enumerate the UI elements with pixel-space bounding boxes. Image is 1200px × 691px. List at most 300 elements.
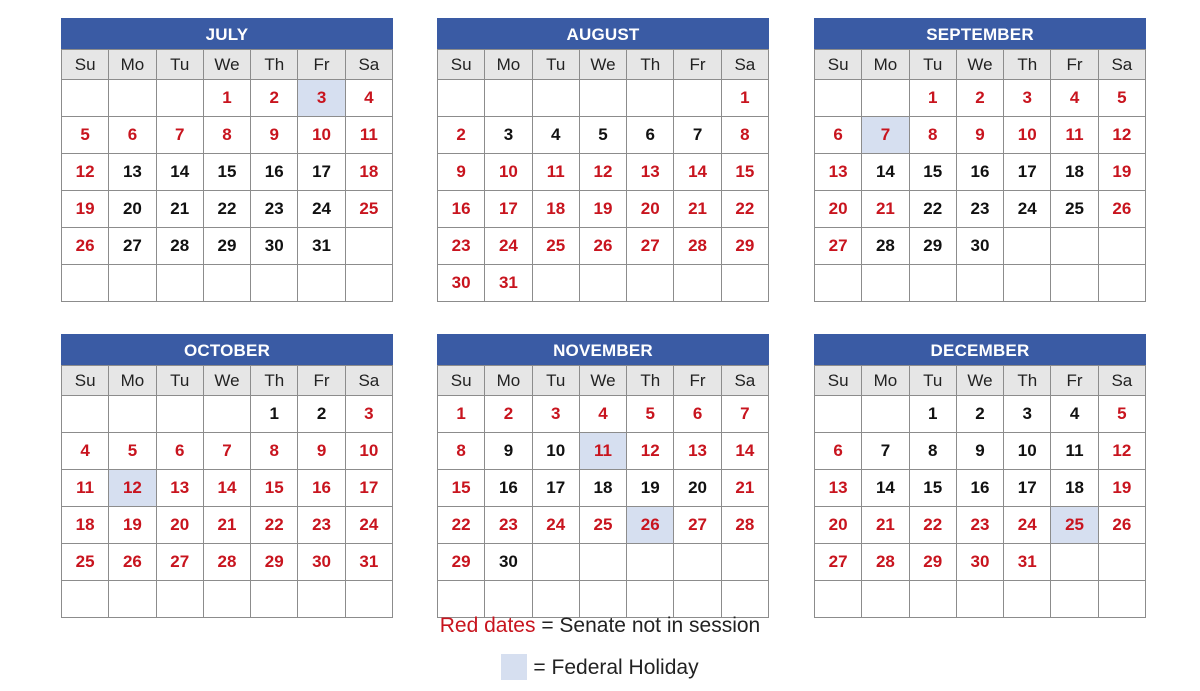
day-cell: 27 [674, 507, 721, 544]
week-row [62, 117, 393, 154]
empty-cell [956, 581, 1003, 618]
day-cell: 30 [485, 544, 532, 581]
empty-cell [203, 265, 250, 302]
day-cell: 15 [909, 154, 956, 191]
day-cell: 24 [298, 191, 345, 228]
day-cell: 15 [721, 154, 768, 191]
day-cell: 29 [721, 228, 768, 265]
day-cell: 23 [956, 191, 1003, 228]
day-cell: 31 [345, 544, 392, 581]
weekday-label: Th [251, 50, 298, 80]
day-cell: 25 [345, 191, 392, 228]
day-cell: 26 [62, 228, 109, 265]
day-cell: 24 [345, 507, 392, 544]
day-cell: 26 [579, 228, 626, 265]
week-row [438, 581, 769, 618]
weekday-label: Su [815, 50, 862, 80]
empty-cell [674, 544, 721, 581]
empty-cell [109, 581, 156, 618]
day-cell: 6 [156, 433, 203, 470]
day-cell: 19 [579, 191, 626, 228]
day-cell: 20 [815, 507, 862, 544]
week-row [62, 80, 393, 117]
legend-red-label: Red dates [439, 614, 536, 637]
month-grid [61, 49, 393, 302]
day-cell: 27 [109, 228, 156, 265]
day-cell: 22 [909, 191, 956, 228]
weekday-header-row [815, 50, 1146, 80]
day-cell: 1 [909, 396, 956, 433]
day-cell: 20 [674, 470, 721, 507]
week-row [438, 117, 769, 154]
day-cell: 19 [1098, 470, 1145, 507]
week-row [62, 433, 393, 470]
day-cell: 3 [298, 80, 345, 117]
empty-cell [721, 581, 768, 618]
empty-cell [1051, 265, 1098, 302]
empty-cell [345, 265, 392, 302]
weekday-label: Mo [862, 366, 909, 396]
empty-cell [909, 265, 956, 302]
day-cell: 16 [251, 154, 298, 191]
day-cell: 30 [438, 265, 485, 302]
month-title: DECEMBER [814, 334, 1146, 365]
day-cell: 11 [532, 154, 579, 191]
day-cell: 25 [62, 544, 109, 581]
day-cell: 21 [862, 507, 909, 544]
day-cell: 5 [109, 433, 156, 470]
empty-cell [627, 80, 674, 117]
day-cell: 18 [1051, 154, 1098, 191]
weekday-label: Sa [345, 366, 392, 396]
day-cell: 19 [62, 191, 109, 228]
week-row [62, 581, 393, 618]
day-cell: 4 [1051, 80, 1098, 117]
day-cell: 6 [109, 117, 156, 154]
week-row [438, 470, 769, 507]
weekday-label: We [203, 50, 250, 80]
day-cell: 16 [485, 470, 532, 507]
month-title: AUGUST [437, 18, 769, 49]
legend-red-text: = Senate not in session [541, 614, 761, 637]
day-cell: 26 [109, 544, 156, 581]
empty-cell [627, 544, 674, 581]
weekday-label: Sa [345, 50, 392, 80]
day-cell: 14 [674, 154, 721, 191]
day-cell: 15 [203, 154, 250, 191]
weekday-label: Sa [1098, 50, 1145, 80]
empty-cell [579, 581, 626, 618]
empty-cell [862, 265, 909, 302]
empty-cell [815, 396, 862, 433]
day-cell: 25 [532, 228, 579, 265]
day-cell: 26 [627, 507, 674, 544]
empty-cell [109, 265, 156, 302]
day-cell: 4 [345, 80, 392, 117]
day-cell: 21 [674, 191, 721, 228]
weekday-label: Th [1004, 366, 1051, 396]
day-cell: 23 [956, 507, 1003, 544]
week-row [62, 191, 393, 228]
day-cell: 8 [203, 117, 250, 154]
month-title: JULY [61, 18, 393, 49]
day-cell: 8 [909, 433, 956, 470]
day-cell: 14 [862, 470, 909, 507]
empty-cell [532, 544, 579, 581]
weekday-label: We [956, 50, 1003, 80]
empty-cell [62, 265, 109, 302]
weekday-label: Su [62, 366, 109, 396]
day-cell: 9 [485, 433, 532, 470]
empty-cell [109, 80, 156, 117]
week-row [815, 470, 1146, 507]
week-row [815, 228, 1146, 265]
empty-cell [532, 581, 579, 618]
week-row [815, 80, 1146, 117]
day-cell: 9 [251, 117, 298, 154]
empty-cell [1098, 265, 1145, 302]
week-row [62, 154, 393, 191]
weekday-label: Tu [909, 50, 956, 80]
weekday-label: Su [815, 366, 862, 396]
week-row [62, 228, 393, 265]
day-cell: 28 [156, 228, 203, 265]
day-cell: 28 [862, 228, 909, 265]
day-cell: 9 [298, 433, 345, 470]
day-cell: 16 [956, 154, 1003, 191]
day-cell: 11 [62, 470, 109, 507]
week-row [815, 507, 1146, 544]
day-cell: 19 [1098, 154, 1145, 191]
day-cell: 3 [1004, 80, 1051, 117]
week-row [815, 544, 1146, 581]
day-cell: 25 [579, 507, 626, 544]
day-cell: 13 [815, 470, 862, 507]
empty-cell [532, 265, 579, 302]
calendar-november [437, 334, 769, 618]
week-row [438, 544, 769, 581]
weekday-label: Su [62, 50, 109, 80]
week-row [815, 154, 1146, 191]
day-cell: 6 [815, 433, 862, 470]
day-cell: 1 [203, 80, 250, 117]
empty-cell [345, 228, 392, 265]
weekday-label: We [579, 366, 626, 396]
day-cell: 6 [815, 117, 862, 154]
day-cell: 23 [485, 507, 532, 544]
empty-cell [627, 581, 674, 618]
day-cell: 25 [1051, 507, 1098, 544]
weekday-label: Tu [532, 366, 579, 396]
empty-cell [579, 80, 626, 117]
day-cell: 2 [956, 80, 1003, 117]
day-cell: 17 [298, 154, 345, 191]
day-cell: 26 [1098, 507, 1145, 544]
day-cell: 24 [485, 228, 532, 265]
month-grid [814, 49, 1146, 302]
day-cell: 20 [156, 507, 203, 544]
empty-cell [579, 265, 626, 302]
day-cell: 12 [1098, 117, 1145, 154]
month-grid [61, 365, 393, 618]
empty-cell [579, 544, 626, 581]
empty-cell [345, 581, 392, 618]
day-cell: 23 [298, 507, 345, 544]
day-cell: 19 [627, 470, 674, 507]
calendar-december [814, 334, 1146, 618]
weekday-label: Th [627, 50, 674, 80]
week-row [815, 433, 1146, 470]
day-cell: 22 [721, 191, 768, 228]
day-cell: 30 [251, 228, 298, 265]
day-cell: 7 [862, 117, 909, 154]
weekday-label: Sa [1098, 366, 1145, 396]
weekday-label: Th [251, 366, 298, 396]
empty-cell [251, 581, 298, 618]
day-cell: 8 [438, 433, 485, 470]
empty-cell [1098, 581, 1145, 618]
empty-cell [674, 80, 721, 117]
day-cell: 4 [532, 117, 579, 154]
day-cell: 9 [956, 433, 1003, 470]
weekday-label: Fr [298, 50, 345, 80]
day-cell: 31 [1004, 544, 1051, 581]
day-cell: 12 [579, 154, 626, 191]
day-cell: 1 [438, 396, 485, 433]
weekday-header-row [62, 366, 393, 396]
weekday-label: Th [1004, 50, 1051, 80]
empty-cell [203, 396, 250, 433]
day-cell: 29 [203, 228, 250, 265]
empty-cell [109, 396, 156, 433]
day-cell: 14 [156, 154, 203, 191]
day-cell: 15 [909, 470, 956, 507]
day-cell: 8 [251, 433, 298, 470]
day-cell: 1 [721, 80, 768, 117]
weekday-header-row [62, 50, 393, 80]
empty-cell [1098, 544, 1145, 581]
day-cell: 14 [203, 470, 250, 507]
weekday-label: Sa [721, 50, 768, 80]
month-title: SEPTEMBER [814, 18, 1146, 49]
day-cell: 1 [251, 396, 298, 433]
day-cell: 17 [1004, 154, 1051, 191]
day-cell: 8 [721, 117, 768, 154]
empty-cell [674, 265, 721, 302]
day-cell: 2 [485, 396, 532, 433]
weekday-label: We [956, 366, 1003, 396]
day-cell: 27 [627, 228, 674, 265]
month-title: OCTOBER [61, 334, 393, 365]
day-cell: 29 [438, 544, 485, 581]
day-cell: 2 [298, 396, 345, 433]
day-cell: 22 [438, 507, 485, 544]
calendar-september [814, 18, 1146, 302]
empty-cell [485, 80, 532, 117]
weekday-header-row [815, 366, 1146, 396]
day-cell: 5 [62, 117, 109, 154]
day-cell: 17 [485, 191, 532, 228]
day-cell: 9 [956, 117, 1003, 154]
week-row [815, 191, 1146, 228]
day-cell: 5 [579, 117, 626, 154]
day-cell: 31 [298, 228, 345, 265]
empty-cell [721, 265, 768, 302]
day-cell: 17 [532, 470, 579, 507]
empty-cell [815, 265, 862, 302]
weekday-label: Mo [862, 50, 909, 80]
day-cell: 28 [674, 228, 721, 265]
day-cell: 1 [909, 80, 956, 117]
day-cell: 30 [956, 544, 1003, 581]
week-row [815, 265, 1146, 302]
day-cell: 9 [438, 154, 485, 191]
day-cell: 8 [909, 117, 956, 154]
weekday-label: Fr [1051, 50, 1098, 80]
day-cell: 7 [862, 433, 909, 470]
day-cell: 10 [485, 154, 532, 191]
empty-cell [62, 80, 109, 117]
legend-holiday-text: = Federal Holiday [533, 656, 699, 679]
day-cell: 18 [532, 191, 579, 228]
weekday-label: Mo [109, 50, 156, 80]
week-row [62, 544, 393, 581]
day-cell: 18 [62, 507, 109, 544]
weekday-label: Su [438, 50, 485, 80]
day-cell: 10 [1004, 433, 1051, 470]
day-cell: 6 [627, 117, 674, 154]
week-row [438, 433, 769, 470]
week-row [438, 507, 769, 544]
day-cell: 21 [203, 507, 250, 544]
day-cell: 29 [251, 544, 298, 581]
empty-cell [815, 581, 862, 618]
weekday-label: Tu [156, 50, 203, 80]
empty-cell [1004, 265, 1051, 302]
day-cell: 16 [956, 470, 1003, 507]
weekday-label: Tu [909, 366, 956, 396]
legend-red [0, 614, 1200, 638]
empty-cell [485, 581, 532, 618]
day-cell: 31 [485, 265, 532, 302]
weekday-label: Su [438, 366, 485, 396]
day-cell: 23 [251, 191, 298, 228]
day-cell: 3 [532, 396, 579, 433]
month-grid [437, 49, 769, 302]
calendar-july [61, 18, 393, 302]
empty-cell [438, 80, 485, 117]
empty-cell [62, 581, 109, 618]
empty-cell [721, 544, 768, 581]
day-cell: 4 [1051, 396, 1098, 433]
day-cell: 11 [579, 433, 626, 470]
day-cell: 12 [109, 470, 156, 507]
weekday-header-row [438, 50, 769, 80]
month-title: NOVEMBER [437, 334, 769, 365]
day-cell: 12 [627, 433, 674, 470]
day-cell: 24 [1004, 507, 1051, 544]
month-grid [814, 365, 1146, 618]
day-cell: 2 [438, 117, 485, 154]
day-cell: 7 [203, 433, 250, 470]
day-cell: 11 [1051, 433, 1098, 470]
day-cell: 14 [721, 433, 768, 470]
empty-cell [862, 581, 909, 618]
empty-cell [156, 80, 203, 117]
weekday-label: Sa [721, 366, 768, 396]
day-cell: 28 [203, 544, 250, 581]
day-cell: 28 [862, 544, 909, 581]
week-row [438, 191, 769, 228]
day-cell: 11 [345, 117, 392, 154]
day-cell: 20 [109, 191, 156, 228]
empty-cell [156, 581, 203, 618]
day-cell: 5 [1098, 396, 1145, 433]
empty-cell [862, 80, 909, 117]
empty-cell [298, 581, 345, 618]
day-cell: 10 [345, 433, 392, 470]
day-cell: 7 [156, 117, 203, 154]
month-grid [437, 365, 769, 618]
week-row [438, 265, 769, 302]
day-cell: 18 [579, 470, 626, 507]
empty-cell [674, 581, 721, 618]
empty-cell [438, 581, 485, 618]
day-cell: 22 [251, 507, 298, 544]
day-cell: 15 [438, 470, 485, 507]
empty-cell [156, 265, 203, 302]
day-cell: 3 [345, 396, 392, 433]
empty-cell [627, 265, 674, 302]
day-cell: 17 [345, 470, 392, 507]
day-cell: 14 [862, 154, 909, 191]
day-cell: 4 [579, 396, 626, 433]
empty-cell [1051, 228, 1098, 265]
day-cell: 24 [1004, 191, 1051, 228]
day-cell: 21 [721, 470, 768, 507]
day-cell: 27 [815, 228, 862, 265]
day-cell: 28 [721, 507, 768, 544]
empty-cell [1098, 228, 1145, 265]
day-cell: 21 [862, 191, 909, 228]
weekday-label: Tu [156, 366, 203, 396]
day-cell: 29 [909, 544, 956, 581]
holiday-swatch [501, 654, 527, 680]
empty-cell [862, 396, 909, 433]
day-cell: 13 [109, 154, 156, 191]
day-cell: 2 [251, 80, 298, 117]
week-row [62, 265, 393, 302]
day-cell: 24 [532, 507, 579, 544]
calendar-october [61, 334, 393, 618]
legend-holiday [0, 654, 1200, 680]
day-cell: 30 [956, 228, 1003, 265]
weekday-header-row [438, 366, 769, 396]
empty-cell [203, 581, 250, 618]
weekday-label: Th [627, 366, 674, 396]
day-cell: 27 [156, 544, 203, 581]
empty-cell [156, 396, 203, 433]
day-cell: 3 [1004, 396, 1051, 433]
weekday-label: Fr [1051, 366, 1098, 396]
day-cell: 23 [438, 228, 485, 265]
weekday-label: We [579, 50, 626, 80]
week-row [438, 80, 769, 117]
day-cell: 25 [1051, 191, 1098, 228]
weekday-label: Tu [532, 50, 579, 80]
calendar-august [437, 18, 769, 302]
week-row [438, 228, 769, 265]
